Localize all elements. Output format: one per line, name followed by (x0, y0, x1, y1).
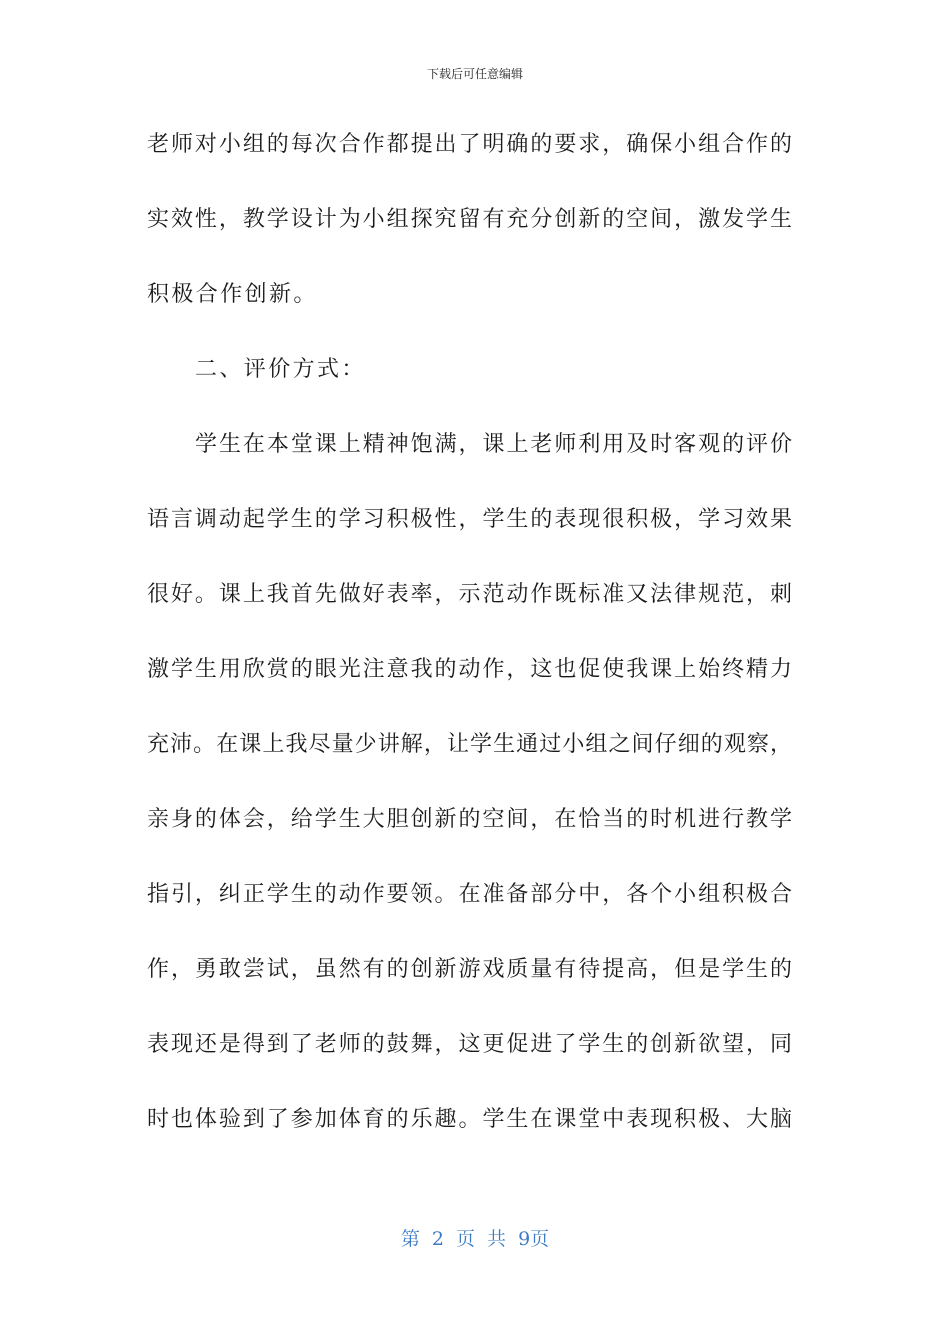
section-heading: 二、评价方式： (195, 357, 366, 382)
text-line: 亲身的体会，给学生大胆创新的空间，在恰当的时机进行教学 (147, 807, 792, 832)
page-header-note: 下载后可任意编辑 (426, 67, 523, 81)
text-line: 老师对小组的每次合作都提出了明确的要求，确保小组合作的 (147, 132, 792, 157)
text-line: 激学生用欣赏的眼光注意我的动作，这也促使我课上始终精力 (147, 657, 792, 682)
text-line: 指引，纠正学生的动作要领。在准备部分中，各个小组积极合 (147, 882, 792, 907)
text-line: 语言调动起学生的学习积极性，学生的表现很积极，学习效果 (147, 507, 792, 532)
text-line: 很好。课上我首先做好表率，示范动作既标准又法律规范，刺 (147, 582, 792, 607)
text-line: 作，勇敢尝试，虽然有的创新游戏质量有待提高，但是学生的 (147, 957, 792, 982)
text-line: 表现还是得到了老师的鼓舞，这更促进了学生的创新欲望，同 (147, 1032, 792, 1057)
text-line: 实效性，教学设计为小组探究留有充分创新的空间，激发学生 (147, 207, 792, 232)
text-line: 充沛。在课上我尽量少讲解，让学生通过小组之间仔细的观察， (147, 732, 792, 757)
text-line: 积极合作创新。 (147, 282, 318, 307)
text-line: 时也体验到了参加体育的乐趣。学生在课堂中表现积极、大脑 (147, 1107, 792, 1132)
page-number: 第 2 页 共 9页 (400, 1228, 550, 1250)
text-line: 学生在本堂课上精神饱满，课上老师利用及时客观的评价 (195, 432, 792, 457)
